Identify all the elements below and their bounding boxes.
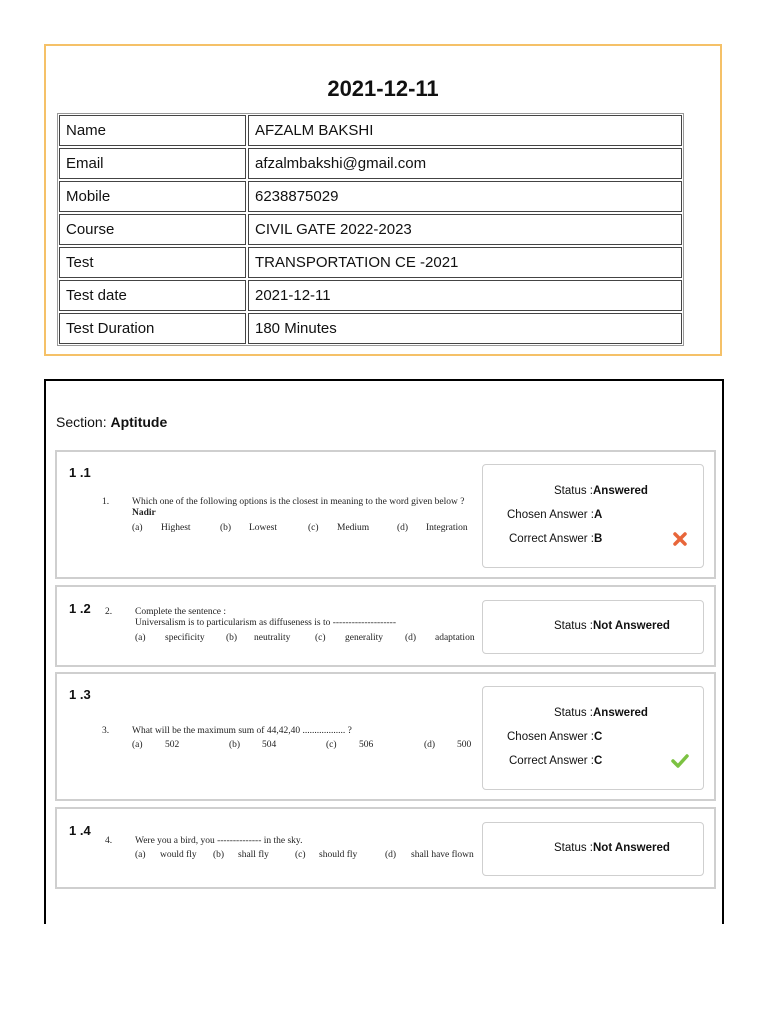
question-stem: Were you a bird, you -------------- in the sky. [135, 836, 303, 846]
chosen-answer-value: A [593, 509, 603, 521]
option-label: (a) [135, 850, 146, 860]
answer-status-panel [482, 686, 704, 790]
option-label: (b) [226, 633, 238, 643]
question-card-1-4 [55, 807, 716, 889]
info-value: 6238875029 [248, 181, 682, 212]
option-text: Highest [161, 523, 191, 533]
status-value: Answered [593, 707, 648, 719]
question-subtext: Universalism is to particularism as diffuseness is to -------------------- [135, 618, 396, 628]
info-value: 180 Minutes [248, 313, 682, 344]
section-name: Aptitude [110, 414, 168, 430]
question-stem: Complete the sentence : [135, 607, 227, 617]
answer-status-panel [482, 600, 704, 654]
option-label: (b) [229, 740, 241, 750]
chosen-answer-value: C [593, 731, 603, 743]
question-number: 4. [105, 836, 113, 846]
option-text: 504 [262, 740, 277, 750]
option-text: neutrality [254, 633, 291, 643]
info-label: Test date [59, 280, 246, 311]
question-stem: Which one of the following options is the closest in meaning to the word given below ? [132, 497, 465, 507]
option-text: would fly [160, 850, 197, 860]
question-subtext: Nadir [132, 508, 156, 518]
info-label: Mobile [59, 181, 246, 212]
correct-answer-label: Correct Answer : [509, 533, 594, 545]
info-value: CIVIL GATE 2022-2023 [248, 214, 682, 245]
option-label: (d) [405, 633, 417, 643]
chosen-answer-line [507, 731, 602, 743]
option-label: (c) [326, 740, 337, 750]
answer-status-panel [482, 464, 704, 568]
info-value: TRANSPORTATION CE -2021 [248, 247, 682, 278]
info-row-course [59, 214, 682, 245]
chosen-answer-line [507, 509, 602, 521]
info-value: 2021-12-11 [248, 280, 682, 311]
question-id: 1 .4 [69, 823, 91, 838]
check-icon [671, 753, 689, 769]
option-text: 506 [359, 740, 374, 750]
question-card-1-2 [55, 585, 716, 667]
answer-status-panel [482, 822, 704, 876]
status-line [554, 842, 670, 854]
question-number: 1. [102, 497, 110, 507]
student-info-card [44, 44, 722, 356]
status-value: Answered [593, 485, 648, 497]
question-id: 1 .3 [69, 687, 91, 702]
status-label: Status : [554, 707, 593, 719]
question-id: 1 .2 [69, 601, 91, 616]
option-label: (b) [213, 850, 225, 860]
info-row-mobile [59, 181, 682, 212]
option-label: (d) [424, 740, 436, 750]
option-text: 500 [457, 740, 472, 750]
question-number: 2. [105, 607, 113, 617]
info-label: Test Duration [59, 313, 246, 344]
option-text: Lowest [249, 523, 277, 533]
option-label: (d) [385, 850, 397, 860]
info-row-test-date [59, 280, 682, 311]
info-label: Name [59, 115, 246, 146]
option-text: Integration [426, 523, 468, 533]
option-text: Medium [337, 523, 370, 533]
option-label: (c) [295, 850, 306, 860]
option-label: (c) [308, 523, 319, 533]
status-label: Status : [554, 842, 593, 854]
question-card-1-3 [55, 672, 716, 801]
option-label: (d) [397, 523, 409, 533]
option-label: (a) [135, 633, 146, 643]
info-row-test [59, 247, 682, 278]
student-info-table [57, 113, 684, 346]
info-label: Course [59, 214, 246, 245]
status-line [554, 620, 670, 632]
option-label: (c) [315, 633, 326, 643]
correct-answer-value: C [594, 755, 603, 767]
question-number: 3. [102, 726, 110, 736]
status-label: Status : [554, 485, 593, 497]
option-label: (b) [220, 523, 232, 533]
question-stem: What will be the maximum sum of 44,42,40 .................. ? [132, 726, 352, 736]
option-text: specificity [165, 633, 205, 643]
status-value: Not Answered [593, 842, 670, 854]
option-text: generality [345, 633, 383, 643]
chosen-answer-label: Chosen Answer : [507, 731, 594, 743]
info-row-email [59, 148, 682, 179]
option-label: (a) [132, 523, 143, 533]
correct-answer-label: Correct Answer : [509, 755, 594, 767]
status-line [554, 707, 648, 719]
option-text: should fly [319, 850, 358, 860]
option-text: shall have flown [411, 850, 474, 860]
info-label: Email [59, 148, 246, 179]
option-label: (a) [132, 740, 143, 750]
section-prefix: Section: [56, 414, 111, 430]
status-label: Status : [554, 620, 593, 632]
results-card [44, 379, 724, 924]
correct-answer-value: B [594, 533, 603, 545]
section-heading [56, 414, 167, 430]
chosen-answer-label: Chosen Answer : [507, 509, 594, 521]
option-text: 502 [165, 740, 180, 750]
correct-answer-line [509, 755, 602, 767]
question-card-1-1 [55, 450, 716, 579]
info-label: Test [59, 247, 246, 278]
report-date-title: 2021-12-11 [327, 76, 439, 101]
info-value: AFZALM BAKSHI [248, 115, 682, 146]
option-text: adaptation [435, 633, 475, 643]
info-row-test-duration [59, 313, 682, 344]
correct-answer-line [509, 533, 602, 545]
cross-icon [673, 532, 687, 546]
status-value: Not Answered [593, 620, 670, 632]
status-line [554, 485, 648, 497]
option-text: shall fly [238, 850, 269, 860]
question-id: 1 .1 [69, 465, 91, 480]
info-value: afzalmbakshi@gmail.com [248, 148, 682, 179]
info-row-name [59, 115, 682, 146]
